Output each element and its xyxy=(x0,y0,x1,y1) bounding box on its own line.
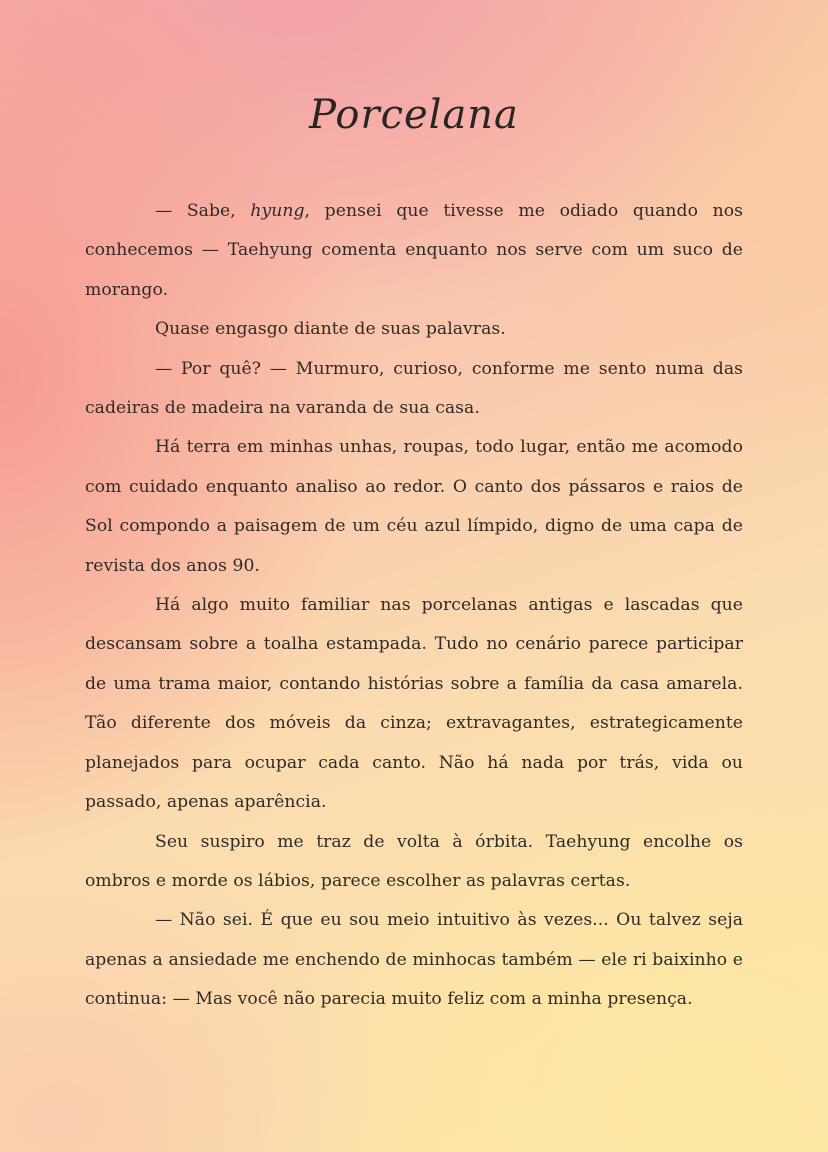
paragraph xyxy=(85,586,743,822)
paragraph xyxy=(85,192,743,310)
paragraph-text: Há terra em minhas unhas, roupas, todo lugar, então me acomodo com cuidado enquanto analiso ao redor. O canto dos pássaros e raios de Sol compondo a paisagem de um céu azul límpido, digno de uma capa de revista dos anos 90. xyxy=(85,437,743,576)
paragraph-text: Há algo muito familiar nas porcelanas antigas e lascadas que descansam sobre a toalha estampada. Tudo no cenário parece participar de uma trama maior, contando histórias sobre a família da casa amarela. Tão diferente dos móveis da cinza; extravagantes, estrategicamente planejados para ocupar cada canto. Não há nada por trás, vida ou passado, apenas aparência. xyxy=(85,595,743,813)
paragraph-text-italic: hyung xyxy=(250,201,305,221)
paragraph xyxy=(85,350,743,429)
paragraph xyxy=(85,823,743,902)
paragraph xyxy=(85,310,743,349)
paragraph-text: Seu suspiro me traz de volta à órbita. Taehyung encolhe os ombros e morde os lábios, parece escolher as palavras certas. xyxy=(85,831,743,891)
chapter-title: Porcelana xyxy=(309,92,519,138)
paragraph xyxy=(85,901,743,1019)
paragraph-text: — Não sei. É que eu sou meio intuitivo às vezes... Ou talvez seja apenas a ansiedade me enchendo de minhocas também — ele ri baixinho e continua: — Mas você não parecia muito feliz com a minha presença. xyxy=(85,910,743,1010)
paragraph-text: — Sabe, xyxy=(155,201,251,221)
body-text xyxy=(85,192,743,1020)
paragraph-text: , pensei que tivesse me odiado quando nos conhecemos — Taehyung comenta enquanto nos serve com um suco de morango. xyxy=(85,201,743,300)
paragraph-text: — Por quê? — Murmuro, curioso, conforme me sento numa das cadeiras de madeira na varanda de sua casa. xyxy=(85,358,743,419)
paragraph-text: Quase engasgo diante de suas palavras. xyxy=(155,319,506,340)
paragraph xyxy=(85,428,743,586)
